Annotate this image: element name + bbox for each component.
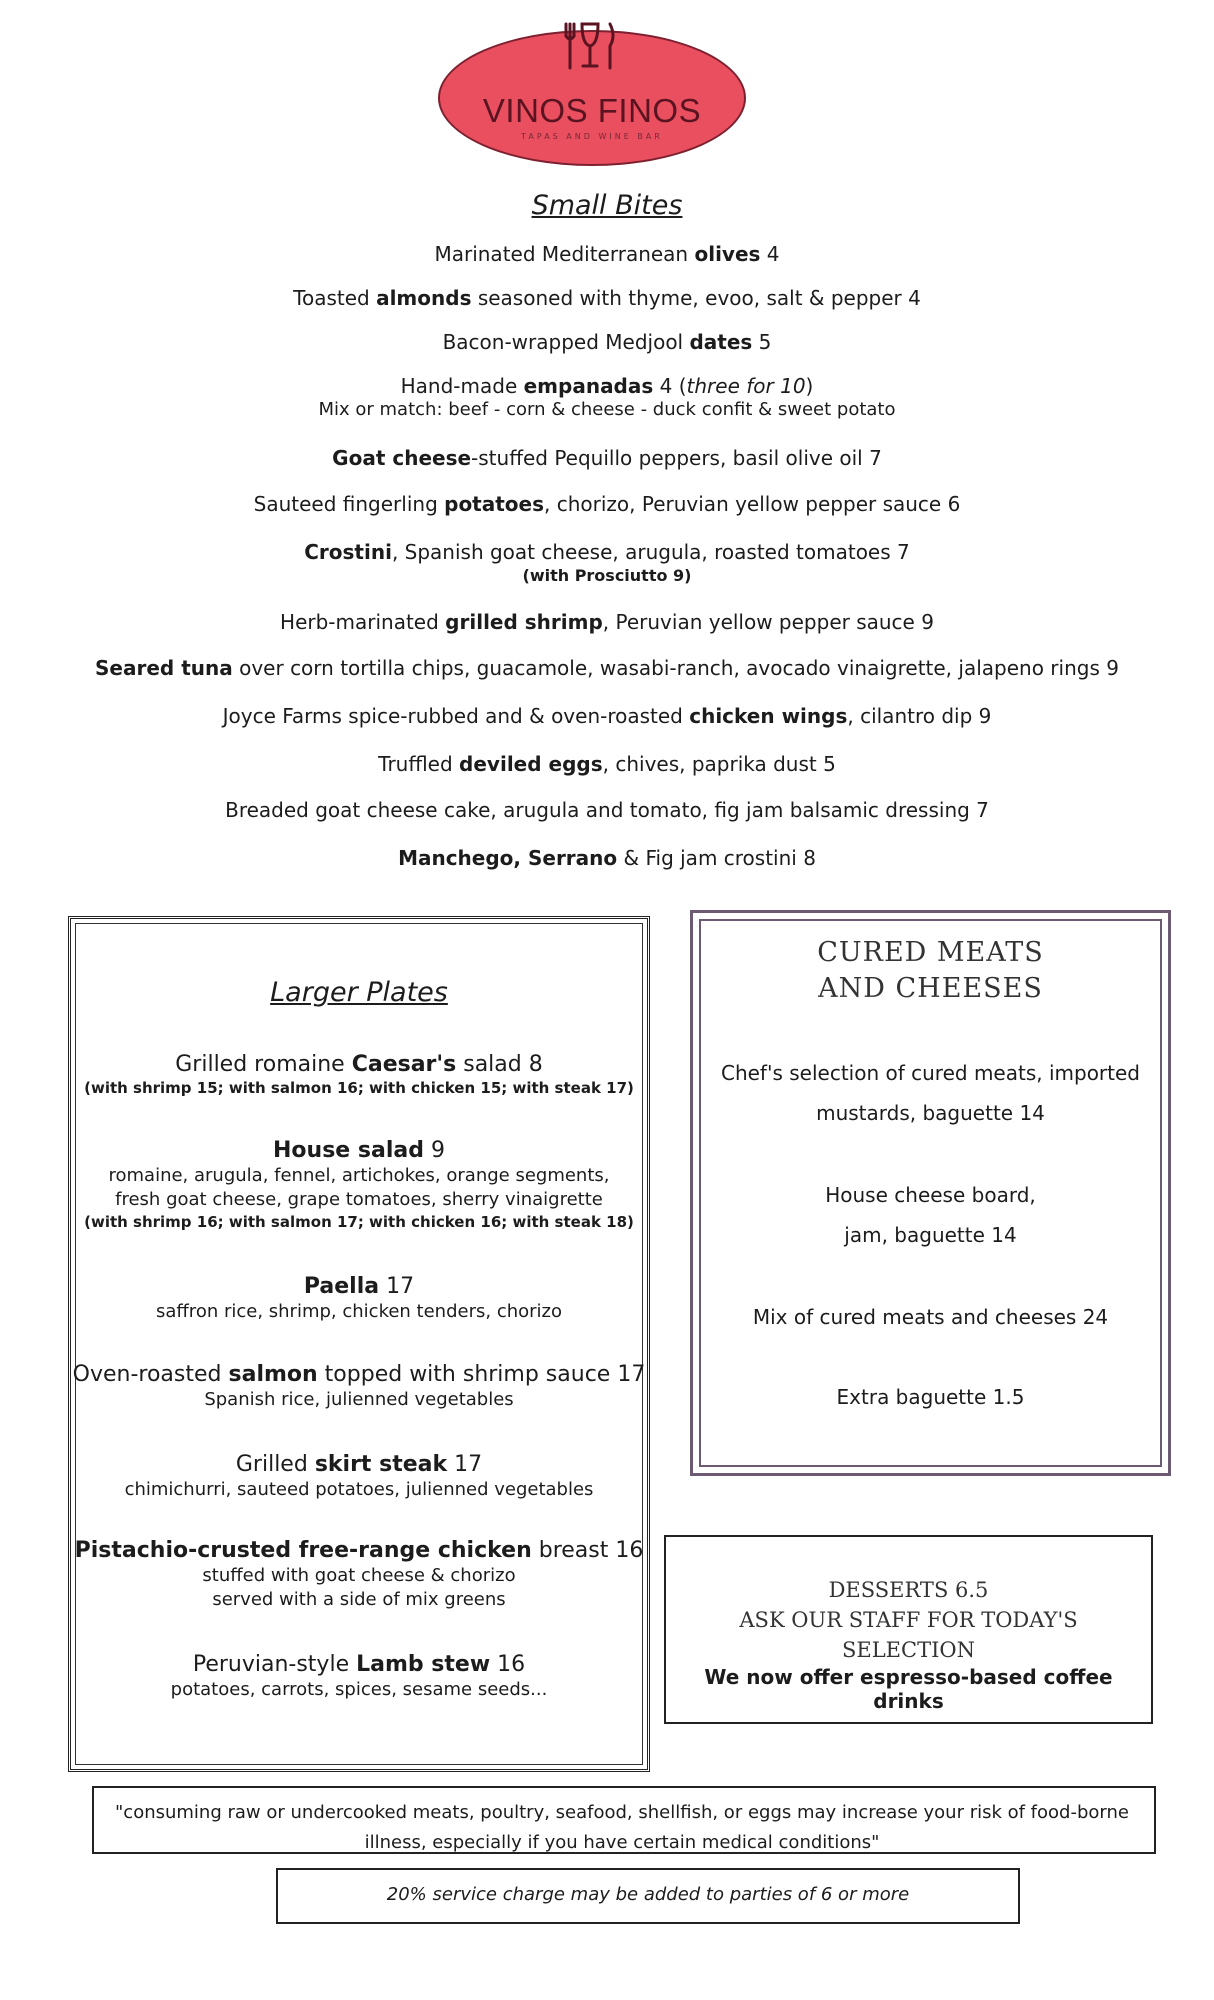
item-name: olives	[694, 242, 761, 266]
small-bite-item	[0, 752, 1214, 776]
plate-details: Spanish rice, julienned vegetables	[204, 1389, 514, 1410]
small-bite-line	[0, 610, 1214, 634]
larger-plate-item	[71, 1361, 647, 1412]
plate-details: chimichurri, sauteed potatoes, julienned vegetables	[124, 1479, 594, 1500]
item-text: salad 8	[456, 1052, 543, 1077]
item-name: deviled eggs	[459, 752, 603, 776]
cured-title-line1: CURED MEATS	[817, 937, 1044, 968]
small-bite-line	[0, 798, 1214, 822]
cured-item-line: Extra baguette 1.5	[836, 1385, 1025, 1409]
desserts-line3: SELECTION	[842, 1638, 975, 1662]
larger-plates-heading: Larger Plates	[270, 977, 448, 1008]
item-name: House salad	[273, 1138, 424, 1163]
plate-addons: (with shrimp 16; with salmon 17; with chicken 16; with steak 18)	[84, 1213, 634, 1231]
small-bites-heading: Small Bites	[531, 190, 683, 221]
small-bite-line	[0, 242, 1214, 266]
item-note: (with Prosciutto 9)	[522, 566, 692, 585]
item-text: Joyce Farms spice-rubbed and & oven-roasted	[222, 704, 690, 728]
coffee-note: We now offer espresso-based coffee drinks	[704, 1665, 1113, 1713]
item-name: Goat cheese	[332, 446, 472, 470]
item-text: )	[805, 374, 814, 398]
service-charge-note: 20% service charge may be added to parties of 6 or more	[386, 1884, 910, 1905]
item-text: & Fig jam crostini 8	[617, 846, 816, 870]
desserts-line2: ASK OUR STAFF FOR TODAY'S	[739, 1608, 1078, 1632]
item-text: Truffled	[378, 752, 460, 776]
plate-title	[71, 1537, 647, 1564]
small-bite-line	[0, 446, 1214, 470]
item-text: 4 (	[653, 374, 687, 398]
item-text: -stuffed Pequillo peppers, basil olive oil 7	[471, 446, 882, 470]
logo-name: VINOS FINOS	[482, 92, 702, 129]
cured-item-line: Mix of cured meats and cheeses 24	[752, 1305, 1109, 1329]
small-bite-line	[0, 752, 1214, 776]
item-deal: three for 10	[686, 374, 806, 398]
plate-details: saffron rice, shrimp, chicken tenders, chorizo	[156, 1301, 562, 1322]
larger-plate-item	[71, 1651, 647, 1702]
item-text: Marinated Mediterranean	[434, 242, 695, 266]
item-name: Manchego, Serrano	[398, 846, 618, 870]
cured-title-line2: AND CHEESES	[818, 973, 1043, 1004]
small-bite-line	[0, 286, 1214, 310]
plate-addons: (with shrimp 15; with salmon 16; with chicken 15; with steak 17)	[84, 1079, 634, 1097]
larger-plate-item	[71, 1137, 647, 1232]
cured-meats-box	[690, 910, 1171, 1476]
item-note: Mix or match: beef - corn & cheese - duck confit & sweet potato	[318, 399, 896, 420]
larger-plate-item	[71, 1451, 647, 1502]
item-text: seasoned with thyme, evoo, salt & pepper 4	[471, 286, 921, 310]
item-name: Crostini	[304, 540, 392, 564]
item-name: almonds	[376, 286, 472, 310]
item-text: , chorizo, Peruvian yellow pepper sauce 6	[544, 492, 961, 516]
larger-plate-item	[71, 1273, 647, 1324]
plate-details: served with a side of mix greens	[212, 1589, 506, 1610]
item-text: Herb-marinated	[280, 610, 446, 634]
cured-item-line: mustards, baguette 14	[816, 1101, 1045, 1125]
item-name: potatoes	[444, 492, 545, 516]
plate-details: fresh goat cheese, grape tomatoes, sherry vinaigrette	[115, 1189, 603, 1210]
item-text: Bacon-wrapped Medjool	[442, 330, 690, 354]
desserts-box	[664, 1535, 1153, 1724]
item-name: Seared tuna	[95, 656, 233, 680]
item-text: topped with shrimp sauce 17	[317, 1362, 646, 1387]
small-bite-item	[0, 798, 1214, 822]
plate-details: romaine, arugula, fennel, artichokes, orange segments,	[108, 1165, 610, 1186]
cured-item	[693, 1297, 1168, 1337]
plate-title	[71, 1137, 647, 1164]
small-bite-item	[0, 286, 1214, 310]
logo-subtitle: TAPAS AND WINE BAR	[521, 132, 663, 141]
item-name: Caesar's	[351, 1052, 457, 1077]
cured-item-line: Chef's selection of cured meats, imported	[720, 1061, 1140, 1085]
small-bite-line	[0, 374, 1214, 398]
larger-plate-item	[71, 1051, 647, 1098]
cured-item-line: House cheese board,	[825, 1183, 1036, 1207]
item-text: 17	[379, 1274, 415, 1299]
small-bite-item	[0, 242, 1214, 266]
small-bite-item	[0, 846, 1214, 870]
small-bite-item	[0, 446, 1214, 470]
item-name: empanadas	[523, 374, 654, 398]
plate-title	[71, 1651, 647, 1678]
item-text: Peruvian-style	[192, 1652, 357, 1677]
cured-item	[693, 1377, 1168, 1417]
item-text: Hand-made	[400, 374, 524, 398]
small-bite-item	[0, 492, 1214, 516]
item-text: 16	[490, 1652, 526, 1677]
item-text: 4	[760, 242, 780, 266]
desserts-line1: DESSERTS 6.5	[828, 1578, 989, 1602]
small-bite-item	[0, 330, 1214, 354]
item-text: , Peruvian yellow pepper sauce 9	[602, 610, 934, 634]
item-text: 5	[752, 330, 772, 354]
item-text: over corn tortilla chips, guacamole, wasabi-ranch, avocado vinaigrette, jalapeno rings 9	[232, 656, 1119, 680]
desserts-heading	[666, 1575, 1151, 1665]
item-name: Paella	[303, 1274, 380, 1299]
cured-item-line: jam, baguette 14	[844, 1223, 1017, 1247]
item-text: Grilled	[235, 1452, 315, 1477]
plate-details: potatoes, carrots, spices, sesame seeds...	[170, 1679, 548, 1700]
food-safety-warning: "consuming raw or undercooked meats, poultry, seafood, shellfish, or eggs may increase your risk of food-borne illness, especially if you have certain medical conditions"	[115, 1802, 1129, 1853]
plate-title	[71, 1273, 647, 1300]
small-bite-item	[0, 374, 1214, 422]
small-bite-line	[0, 846, 1214, 870]
service-charge-box	[276, 1868, 1020, 1924]
small-bite-item	[0, 540, 1214, 588]
item-text: , chives, paprika dust 5	[602, 752, 836, 776]
small-bite-line	[0, 704, 1214, 728]
item-name: skirt steak	[314, 1452, 448, 1477]
small-bite-line	[0, 492, 1214, 516]
item-name: dates	[689, 330, 753, 354]
plate-title	[71, 1361, 647, 1388]
item-text: Sauteed fingerling	[253, 492, 445, 516]
item-name: Lamb stew	[356, 1652, 491, 1677]
food-safety-warning-box	[92, 1786, 1156, 1854]
item-name: Pistachio-crusted free-range chicken	[74, 1538, 532, 1563]
fork-glass-knife-icon	[562, 18, 618, 74]
item-text: Breaded goat cheese cake, arugula and tomato, fig jam balsamic dressing 7	[225, 798, 989, 822]
item-text: breast 16	[531, 1538, 644, 1563]
plate-title	[71, 1451, 647, 1478]
item-text: Toasted	[293, 286, 377, 310]
larger-plates-box	[68, 916, 650, 1772]
item-text: Grilled romaine	[175, 1052, 352, 1077]
small-bite-item	[0, 610, 1214, 634]
small-bite-item	[0, 656, 1214, 680]
item-text: Oven-roasted	[72, 1362, 229, 1387]
item-text: 17	[447, 1452, 483, 1477]
item-name: salmon	[228, 1362, 318, 1387]
plate-title	[71, 1051, 647, 1078]
item-text: , Spanish goat cheese, arugula, roasted tomatoes 7	[391, 540, 910, 564]
small-bite-line	[0, 656, 1214, 680]
plate-details: stuffed with goat cheese & chorizo	[202, 1565, 516, 1586]
item-text: 9	[423, 1138, 445, 1163]
small-bite-item	[0, 704, 1214, 728]
item-name: chicken wings	[689, 704, 848, 728]
small-bite-line	[0, 540, 1214, 564]
larger-plate-item	[71, 1537, 647, 1612]
cured-item	[693, 1175, 1168, 1255]
small-bite-line	[0, 330, 1214, 354]
item-text: , cilantro dip 9	[847, 704, 992, 728]
cured-item	[693, 1053, 1168, 1133]
item-name: grilled shrimp	[445, 610, 603, 634]
cured-meats-heading	[693, 935, 1168, 1007]
